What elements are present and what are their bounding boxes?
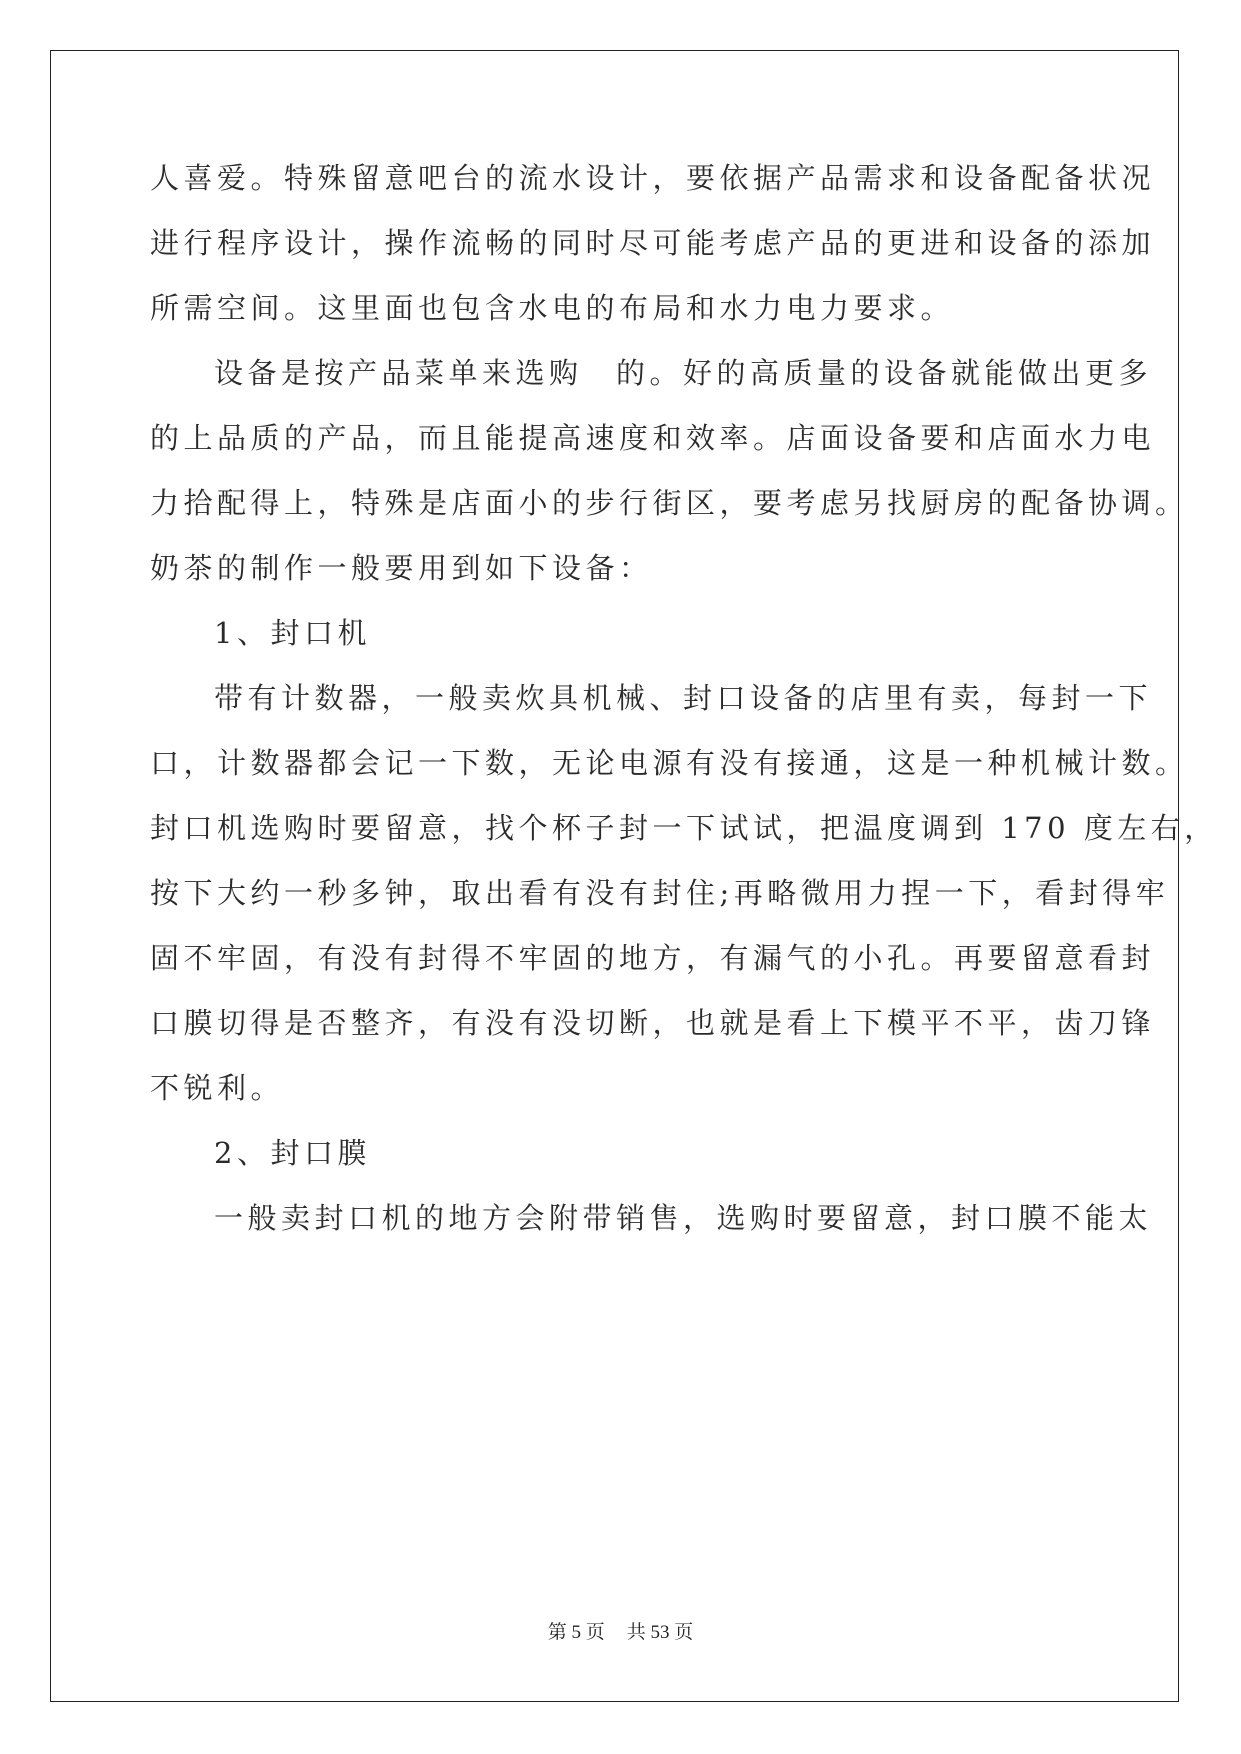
text-line: 带有计数器，一般卖炊具机械、封口设备的店里有卖，每封一下 [214,681,1153,715]
page-footer [0,1617,1241,1644]
page-total: 共 53 页 [626,1622,694,1643]
text-line: 不锐利。 [150,1071,285,1105]
text-line: 的上品质的产品，而且能提高速度和效率。店面设备要和店面水力电 [150,421,1156,455]
text-line: 封口机选购时要留意，找个杯子封一下试试，把温度调到 170 度左右， [150,811,1218,845]
text-line: 设备是按产品菜单来选购 的。好的高质量的设备就能做出更多 [214,356,1153,390]
text-line: 人喜爱。特殊留意吧台的流水设计，要依据产品需求和设备配备状况 [150,161,1156,195]
text-line: 力拾配得上，特殊是店面小的步行街区，要考虑另找厨房的配备协调。 [150,486,1189,520]
text-line: 固不牢固，有没有封得不牢固的地方，有漏气的小孔。再要留意看封 [150,941,1156,975]
text-line: 1、封口机 [214,616,371,650]
text-line: 2、封口膜 [214,1136,371,1170]
text-line: 进行程序设计，操作流畅的同时尽可能考虑产品的更进和设备的添加 [150,226,1156,260]
text-line: 所需空间。这里面也包含水电的布局和水力电力要求。 [150,291,955,325]
text-line: 按下大约一秒多钟，取出看有没有封住;再略微用力捏一下，看封得牢 [150,876,1170,910]
text-line: 奶茶的制作一般要用到如下设备： [150,551,653,585]
text-line: 口，计数器都会记一下数，无论电源有没有接通，这是一种机械计数。 [150,746,1189,780]
page-number: 第 5 页 [547,1622,605,1643]
text-line: 一般卖封口机的地方会附带销售，选购时要留意，封口膜不能太 [214,1201,1153,1235]
text-line: 口膜切得是否整齐，有没有没切断，也就是看上下模平不平，齿刀锋 [150,1006,1156,1040]
document-body [150,160,1218,1265]
